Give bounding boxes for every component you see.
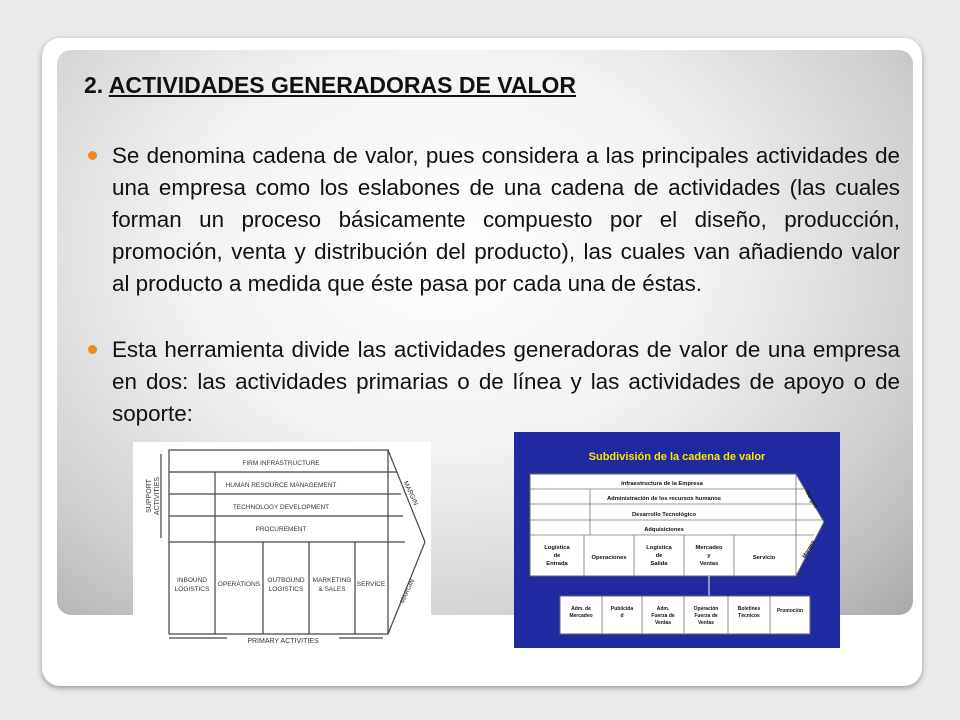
support-row-label: Adquisiciones: [644, 527, 684, 533]
margin-label-top: MARGIN: [401, 480, 420, 507]
sub-box-label: Adm.: [656, 606, 670, 612]
primary-label: Logística: [646, 545, 672, 551]
primary-label: Servicio: [752, 555, 776, 561]
sub-box-label: Ventas: [697, 620, 715, 626]
right-diagram-title: Subdivisión de la cadena de valor: [588, 451, 766, 463]
value-chain-figure: [133, 442, 431, 652]
bullet-1: [112, 140, 900, 300]
primary-label: Logística: [544, 545, 570, 551]
sub-box-label: Técnicos: [738, 613, 760, 619]
slide-title: [84, 72, 576, 99]
primary-label: de: [655, 553, 663, 559]
sub-box-label: d: [620, 613, 624, 619]
sub-box-label: Fuerza de: [651, 613, 675, 619]
primary-label: SERVICE: [356, 581, 386, 588]
margin-label-bottom: Margen: [801, 539, 817, 560]
sub-box-label: Adm. de: [571, 606, 591, 612]
support-row-label: HUMAN RESOURCE MANAGEMENT: [225, 482, 337, 489]
primary-label: Ventas: [699, 561, 719, 567]
support-row-label: Administración de los recursos humanos: [606, 496, 722, 502]
support-row-label: FIRM INFRASTRUCTURE: [242, 460, 320, 467]
bullet-dot-icon: [88, 151, 97, 160]
sub-box-label: Boletines: [737, 606, 761, 612]
bullet-2-text: Esta herramienta divide las actividades generadoras de valor de una empresa en dos: las actividades primarias o de línea y las actividades de apoyo o de soporte:: [112, 337, 900, 426]
primary-label: de: [553, 553, 561, 559]
margin-label-top: Margen: [803, 489, 819, 510]
primary-label: OPERATIONS: [217, 581, 261, 588]
bullet-dot-icon: [88, 345, 97, 354]
primary-label: MARKETING: [312, 577, 352, 584]
primary-activities-label: PRIMARY ACTIVITIES: [247, 638, 319, 645]
sub-box-label: Promoción: [776, 608, 804, 614]
section-number: 2.: [84, 72, 104, 98]
support-row-label: Desarrollo Tecnológico: [632, 512, 696, 518]
value-chain-diagram-spanish: [514, 432, 840, 648]
sub-box-label: Publicida: [610, 606, 634, 612]
sub-box-label: Fuerza de: [694, 613, 718, 619]
primary-label: Operaciones: [591, 555, 627, 561]
primary-label: LOGISTICS: [174, 586, 210, 593]
bullet-2: [112, 334, 900, 430]
support-row-label: Infraestructura de la Empresa: [621, 481, 703, 487]
support-row-label: PROCUREMENT: [255, 526, 307, 533]
primary-label: & SALES: [318, 586, 346, 593]
primary-label: LOGISTICS: [268, 586, 304, 593]
primary-label: Salida: [650, 561, 668, 567]
primary-label: INBOUND: [177, 577, 207, 584]
margin-label-bottom: MARGIN: [398, 578, 417, 605]
support-label-2: ACTIVITIES: [154, 476, 161, 516]
section-title: ACTIVIDADES GENERADORAS DE VALOR: [108, 72, 577, 98]
bullet-1-text: Se denomina cadena de valor, pues considera a las principales actividades de una empresa como los eslabones de una cadena de actividades (las cuales forman un proceso básicamente compuesto por el diseño, producción, promoción, venta y distribución del producto), las cuales van añadiendo valor al producto a medida que éste pasa por cada una de éstas.: [112, 143, 900, 296]
sub-box-label: Ventas: [654, 620, 672, 626]
primary-label: OUTBOUND: [267, 577, 305, 584]
primary-label: Mercadeo: [695, 545, 723, 551]
sub-box-label: Operación: [693, 606, 719, 612]
sub-box-label: Mercadeo: [569, 613, 593, 619]
value-chain-diagram-english: [133, 442, 431, 652]
primary-label: y: [707, 553, 711, 559]
support-label-1: SUPPORT: [146, 479, 153, 513]
support-row-label: TECHNOLOGY DEVELOPMENT: [232, 504, 330, 511]
primary-label: Entrada: [546, 561, 568, 567]
cadena-de-valor-figure: [514, 432, 840, 648]
